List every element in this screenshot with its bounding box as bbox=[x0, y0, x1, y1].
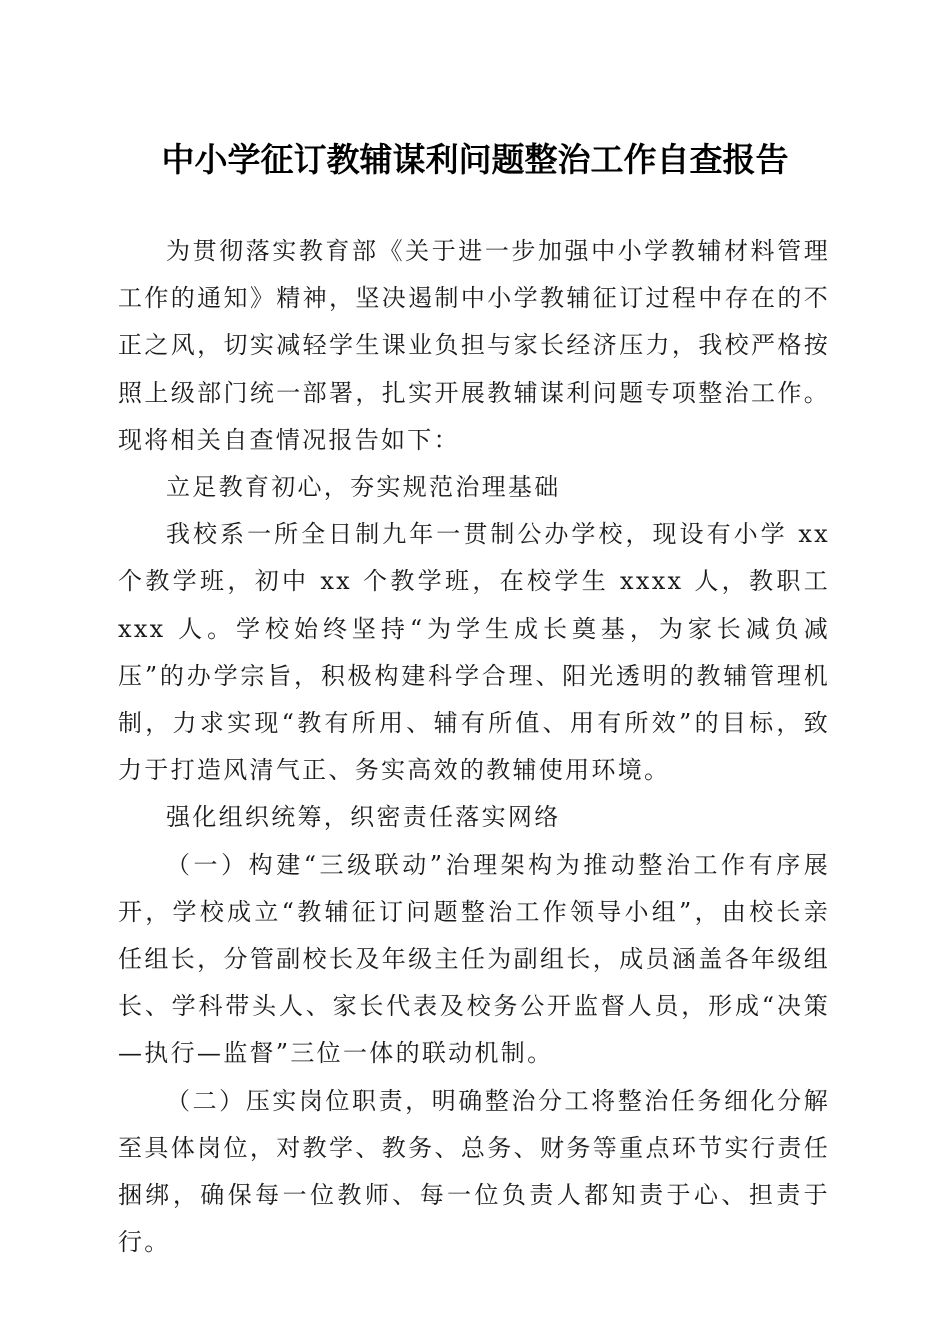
body-paragraph: （一）构建“三级联动”治理架构为推动整治工作有序展开，学校成立“教辅征订问题整治工作领导小组”，由校长亲任组长，分管副校长及年级主任为副组长，成员涵盖各年级组长、学科带头人、家长代表及校务公开监督人员，形成“决策—执行—监督”三位一体的联动机制。 bbox=[118, 850, 830, 1068]
intro-paragraph: 为贯彻落实教育部《关于进一步加强中小学教辅材料管理工作的通知》精神，坚决遏制中小学教辅征订过程中存在的不正之风，切实减轻学生课业负担与家长经济压力，我校严格按照上级部门统一部署，扎实开展教辅谋利问题专项整治工作。现将相关自查情况报告如下： bbox=[118, 237, 830, 454]
section-heading: 立足教育初心，夯实规范治理基础 bbox=[166, 473, 561, 502]
section-heading: 强化组织统筹，织密责任落实网络 bbox=[166, 803, 561, 832]
body-paragraph: 我校系一所全日制九年一贯制公办学校，现设有小学 xx 个教学班，初中 xx 个教学班，在校学生 xxxx 人，教职工 xxx 人。学校始终坚持“为学生成长奠基，为家长减负减压”的办学宗旨，积极构建科学合理、阳光透明的教辅管理机制，力求实现“教有所用、辅有所值、用有所效”的目标，致力于打造风清气正、务实高效的教辅使用环境。 bbox=[118, 520, 830, 785]
document-title: 中小学征订教辅谋利问题整治工作自查报告 bbox=[161, 140, 789, 179]
body-paragraph: （二）压实岗位职责，明确整治分工将整治任务细化分解至具体岗位，对教学、教务、总务、财务等重点环节实行责任捆绑，确保每一位教师、每一位负责人都知责于心、担责于行。 bbox=[118, 1086, 830, 1257]
document-body bbox=[118, 228, 830, 1266]
